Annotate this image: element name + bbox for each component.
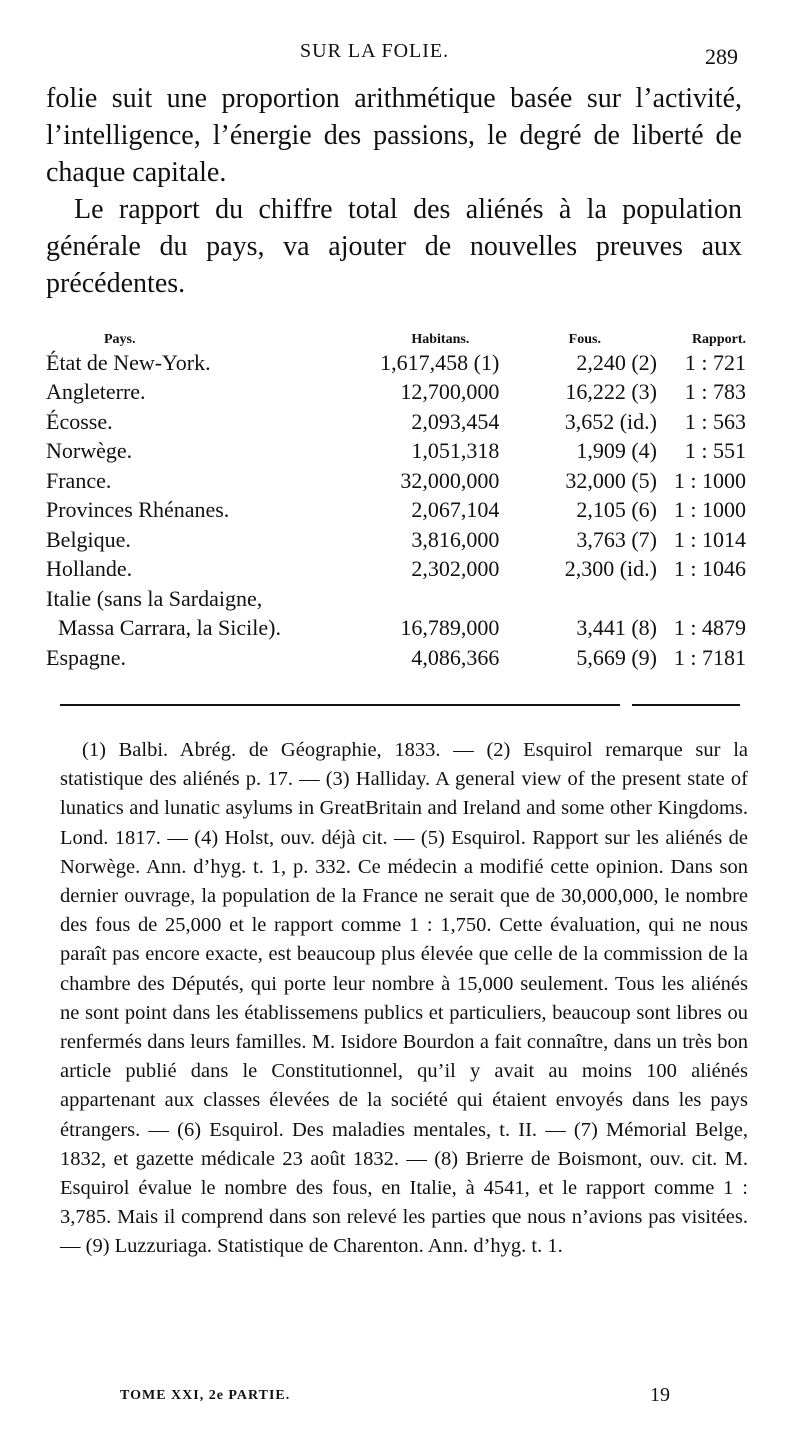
footnote-separator-rule-short	[632, 704, 740, 706]
cell-habitants: 32,000,000	[400, 467, 500, 493]
cell-pays: Hollande.	[46, 556, 133, 582]
cell-habitants: 16,789,000	[400, 615, 500, 641]
cell-habitants: 3,816,000	[411, 526, 500, 552]
cell-habitants: 4,086,366	[411, 644, 500, 670]
table-row	[46, 614, 746, 644]
cell-fous: 16,222 (3)	[565, 379, 657, 405]
cell-pays: Massa Carrara, la Sicile).	[58, 615, 281, 641]
column-header-fous: Fous.	[568, 332, 601, 347]
table-row	[46, 407, 746, 437]
body-text	[46, 80, 742, 302]
table-header-row	[46, 326, 746, 348]
signature-mark: 19	[650, 1384, 670, 1406]
page-number: 289	[705, 44, 738, 69]
column-header-habitants: Habitans.	[411, 332, 470, 347]
cell-fous: 2,240 (2)	[576, 349, 657, 375]
cell-pays: Belgique.	[46, 526, 131, 552]
table-row	[46, 437, 746, 467]
table-row	[46, 525, 746, 555]
cell-pays: Écosse.	[46, 408, 113, 434]
cell-pays: État de New-York.	[46, 349, 211, 375]
cell-rapport: 1 : 1014	[673, 526, 746, 552]
footnotes-text: (1) Balbi. Abrég. de Géographie, 1833. — (2) Esquirol remarque sur la statistique des aliénés p. 17. — (3) Halliday. A general view of the present state of lunatics and lunatic asylums in GreatBritain and Ireland and some other Kingdoms. Lond. 1817. — (4) Holst, ouv. déjà cit. — (5) Esquirol. Rapport sur les aliénés de Norwège. Ann. d’hyg. t. 1, p. 332. Ce médecin a modifié cette opinion. Dans son dernier ouvrage, la population de la France ne serait que de 30,000,000, le nombre des fous de 25,000 et le rapport comme 1 : 1,750. Cette évaluation, qui ne nous paraît pas encore exacte, est beaucoup plus élevée que celle de la commission de la chambre des Députés, qui porte leur nombre à 15,000 seulement. Tous les aliénés ne sont point dans les établissemens publics et particuliers, beaucoup sont libres ou renfermés dans leurs familles. M. Isidore Bourdon a fait connaître, dans un très bon article publié dans le Constitutionnel, qu’il y avait au moins 100 aliénés appartenant aux classes élevées de la société qui étaient envoyés dans les pays étrangers. — (6) Esquirol. Des maladies mentales, t. II. — (7) Mémorial Belge, 1832, et gazette médicale 23 août 1832. — (8) Brierre de Boismont, ouv. cit. M. Esquirol évalue le nombre des fous, en Italie, à 4541, et le rapport comme 1 : 3,785. Mais il comprend dans son relevé les parties que nous n’avions pas visitées. — (9) Luzzuriaga. Statistique de Charenton. Ann. d’hyg. t. 1.	[60, 739, 748, 1258]
volume-mark: TOME XXI, 2e PARTIE.	[120, 1388, 291, 1403]
cell-fous: 3,763 (7)	[576, 526, 657, 552]
cell-fous: 3,441 (8)	[576, 615, 657, 641]
page-footer	[0, 1384, 800, 1418]
cell-fous	[503, 584, 661, 614]
cell-fous: 2,300 (id.)	[564, 556, 657, 582]
cell-habitants: 2,302,000	[411, 556, 500, 582]
cell-fous: 2,105 (6)	[576, 497, 657, 523]
table-row	[46, 496, 746, 526]
running-title: SUR LA FOLIE.	[300, 40, 450, 62]
cell-pays: Italie (sans la Sardaigne,	[46, 585, 263, 611]
cell-pays: France.	[46, 467, 112, 493]
cell-habitants: 2,093,454	[411, 408, 500, 434]
cell-rapport: 1 : 4879	[673, 615, 746, 641]
cell-pays: Angleterre.	[46, 379, 146, 405]
statistics-table	[46, 326, 746, 673]
cell-habitants	[327, 584, 503, 614]
cell-rapport	[661, 584, 746, 614]
column-header-rapport: Rapport.	[691, 332, 746, 347]
cell-rapport: 1 : 7181	[673, 644, 746, 670]
table-row	[46, 466, 746, 496]
cell-pays: Norwège.	[46, 438, 133, 464]
table-row	[46, 348, 746, 378]
cell-fous: 1,909 (4)	[576, 438, 657, 464]
cell-habitants: 2,067,104	[411, 497, 500, 523]
body-paragraph: Le rapport du chiffre total des aliénés à la population générale du pays, va ajouter de nouvelles preuves aux précédentes.	[46, 194, 742, 299]
cell-habitants: 12,700,000	[400, 379, 500, 405]
footnote-separator-rule	[60, 704, 620, 706]
page-header	[0, 40, 800, 80]
cell-rapport: 1 : 1000	[673, 467, 746, 493]
cell-pays: Espagne.	[46, 644, 127, 670]
table-row	[46, 378, 746, 408]
cell-rapport: 1 : 563	[684, 408, 746, 434]
cell-rapport: 1 : 721	[684, 349, 746, 375]
cell-rapport: 1 : 1000	[673, 497, 746, 523]
cell-rapport: 1 : 1046	[673, 556, 746, 582]
column-header-pays: Pays.	[104, 332, 136, 347]
cell-rapport: 1 : 551	[684, 438, 746, 464]
cell-rapport: 1 : 783	[684, 379, 746, 405]
footnotes	[60, 736, 748, 1262]
cell-pays: Provinces Rhénanes.	[46, 497, 230, 523]
table-row	[46, 584, 746, 614]
cell-habitants: 1,051,318	[411, 438, 500, 464]
body-paragraph: folie suit une proportion arithmétique basée sur l’activité, l’intelligence, l’énergie des passions, le degré de liberté de chaque capitale.	[46, 83, 742, 188]
cell-fous: 32,000 (5)	[565, 467, 657, 493]
table-row	[46, 555, 746, 585]
table-row	[46, 643, 746, 673]
cell-fous: 3,652 (id.)	[564, 408, 657, 434]
cell-habitants: 1,617,458 (1)	[380, 349, 500, 375]
cell-fous: 5,669 (9)	[576, 644, 657, 670]
